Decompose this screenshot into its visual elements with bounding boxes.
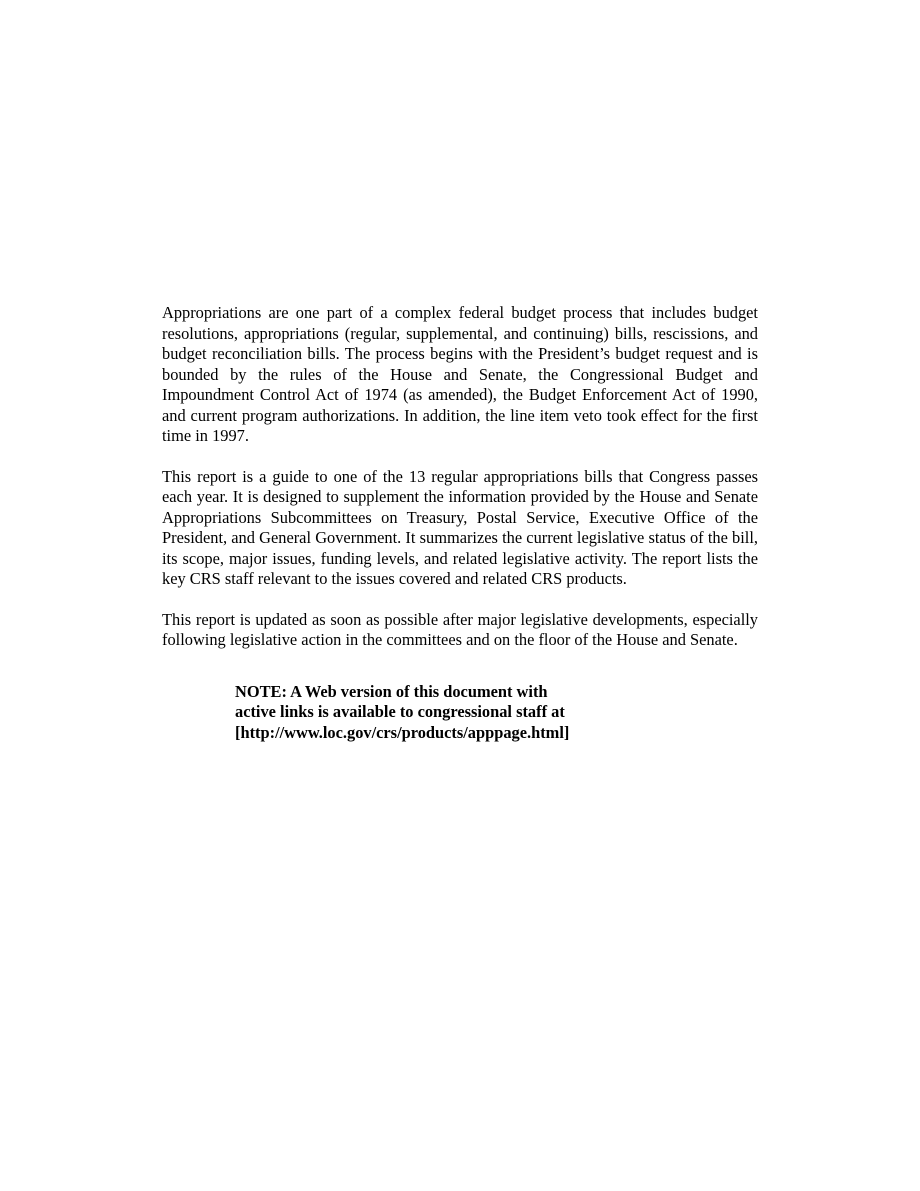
note-line-1: NOTE: A Web version of this document with — [235, 681, 548, 701]
note-line-2: active links is available to congressional staff at — [235, 702, 565, 721]
paragraph-update-policy: This report is updated as soon as possible after major legislative developments, especially following legislative action in the committees and on the floor of the House and Senate. — [162, 609, 758, 649]
web-version-note — [235, 682, 635, 744]
paragraph-budget-process: Appropriations are one part of a complex federal budget process that includes budget resolutions, appropriations (regular, supplemental, and continuing) bills, rescissions, and budget reconciliation bills. The process begins with the President’s budget request and is bounded by the rules of the House and Senate, the Congressional Budget and Impoundment Control Act of 1974 (as amended), the Budget Enforcement Act of 1990, and current program authorizations. In addition, the line item veto took effect for the first time in 1997. — [162, 303, 758, 445]
note-url: [http://www.loc.gov/crs/products/apppage.html] — [235, 722, 570, 742]
document-body — [162, 303, 758, 743]
paragraph-report-guide: This report is a guide to one of the 13 regular appropriations bills that Congress passes each year. It is designed to supplement the information provided by the House and Senate Appropriations Subcommittees on Treasury, Postal Service, Executive Office of the President, and General Government. It summarizes the current legislative status of the bill, its scope, major issues, funding levels, and related legislative activity. The report lists the key CRS staff relevant to the issues covered and related CRS products. — [162, 466, 758, 588]
